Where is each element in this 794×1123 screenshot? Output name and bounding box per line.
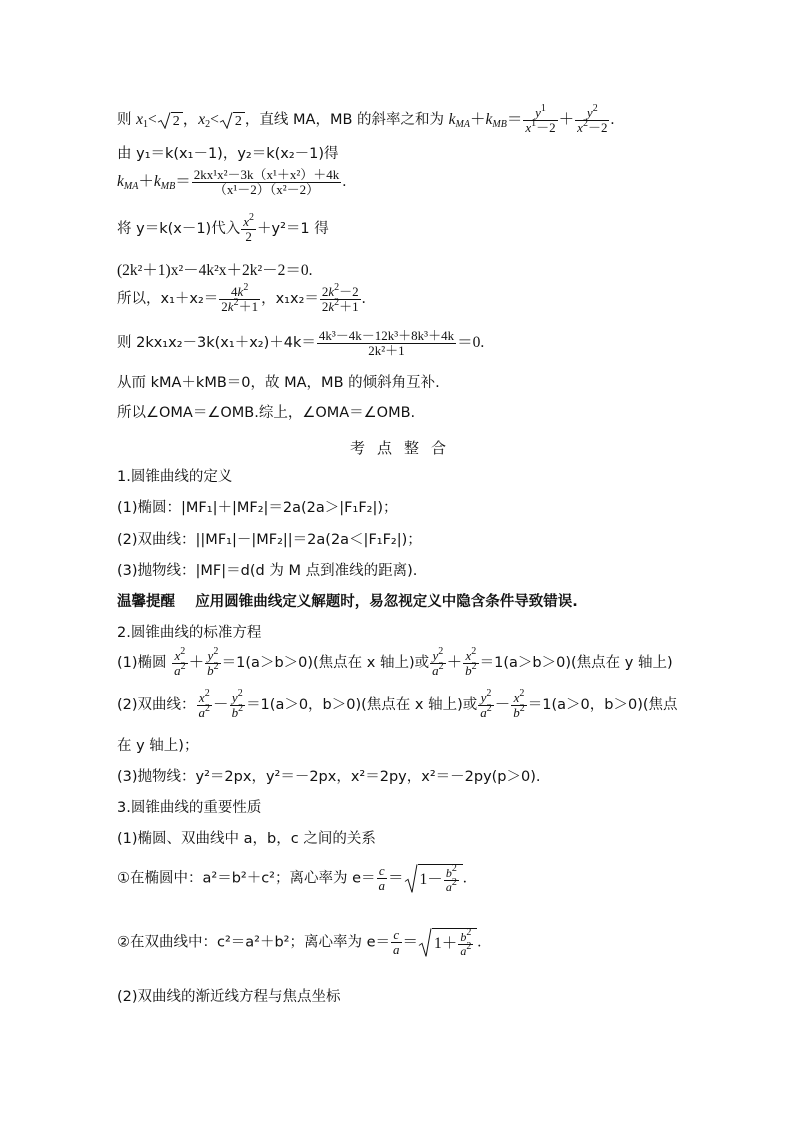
- fraction: $\frac{x^2}{a^2}$: [174, 646, 186, 678]
- line-slope-formula: $k_{MA}+k_{MB}=$ $\frac{\text{2kx¹x²－3k（x¹＋x²）＋4k}}{\text{（x¹－2）（x²－2）}}$ .: [117, 167, 347, 197]
- text-prefix: ②在双曲线中：c²＝a²＋b²；离心率为 e＝: [117, 934, 391, 951]
- text-prefix: (2)双曲线：: [117, 697, 196, 714]
- fraction-numerator: 2kx¹x²－3k（x¹＋x²）＋4k: [193, 167, 340, 182]
- fraction: $\frac{y^2}{b^2}$: [231, 688, 244, 720]
- fraction: $\frac{x^2}{b^2}$: [513, 688, 525, 720]
- text-body: 从而 kMA＋kMB＝0，故 MA，MB 的倾斜角互补.: [117, 375, 440, 391]
- standard-hyperbola-cont: 在 y 轴上)；: [117, 738, 199, 754]
- text-mid: ＝1(a＞b＞0)(焦点在 x 轴上)或: [221, 655, 430, 672]
- line-conclusion-slope: [117, 376, 440, 391]
- hyperbola-eccentricity: ②在双曲线中：c²＝a²＋b²；离心率为 e＝ $\frac{c}{a}$ ＝ 1＋ $\frac{b^2}{a^2}$ .: [117, 927, 482, 958]
- text-mid: ，x₁x₂＝: [261, 291, 319, 308]
- text-suffix: ＝1(a＞b＞0)(焦点在 y 轴上): [479, 655, 673, 672]
- sqrt-expression: 1－ $\frac{b^2}{a^2}$: [404, 864, 463, 893]
- line-substitution: [117, 147, 339, 162]
- fraction-numerator: 4k³－4k－12k³＋8k³＋4k: [318, 328, 455, 343]
- fraction: $\frac{x^2}{b^2}$: [465, 646, 477, 678]
- tip-label: 温馨提醒: [117, 594, 175, 610]
- fraction: $\frac{y^2}{x^2-2}$: [577, 103, 608, 135]
- fraction: $\frac{y^2}{a^2}$: [432, 646, 444, 678]
- sqrt-expression: 1＋ $\frac{b^2}{a^2}$: [418, 928, 477, 957]
- text-suffix: ＝0.: [457, 334, 485, 352]
- line-conclusion-angle: [117, 406, 415, 421]
- sqrt-2: 2: [157, 112, 183, 129]
- fraction: $\frac{x^2}{a^2}$: [198, 688, 211, 720]
- fraction: $\frac{b^2}{a^2}$: [445, 863, 457, 894]
- fraction: $\frac{y^2}{a^2}$: [480, 688, 492, 720]
- section-title: 考点整合: [350, 439, 459, 457]
- text-prefix: 则 2kx₁x₂－3k(x₁＋x₂)＋4k＝: [117, 335, 316, 352]
- definition-ellipse: (1)椭圆：|MF₁|＋|MF₂|＝2a(2a＞|F₁F₂|)；: [117, 500, 398, 516]
- line-slope-sum: 则 $x_1<$ 2 ，$x_2<$ 2 ，直线 MA，MB 的斜率之和为 $k_{MA}+k_{MB}=$ $\frac{y^1}{x^1-2}$ ＋ $\frac{y^2}{x^2-2}$ .: [117, 103, 615, 135]
- definition-hyperbola: (2)双曲线：||MF₁|－|MF₂||＝2a(2a＜|F₁F₂|)；: [117, 532, 422, 548]
- definition-title: 1.圆锥曲线的定义: [117, 469, 233, 485]
- fraction: $\frac{c}{a}$: [393, 927, 400, 958]
- text-prefix: 则: [117, 112, 132, 129]
- standard-parabola: (3)抛物线：y²＝2px，y²＝－2px，x²＝2py，x²＝－2py(p＞0).: [117, 769, 541, 785]
- line-vieta: 所以，x₁＋x₂＝ $\frac{4k^2}{2k^2+1}$ ，x₁x₂＝ $\frac{2k^2-2}{2k^2+1}$ .: [117, 282, 366, 314]
- line-substitute-ellipse: [117, 212, 329, 244]
- text-body: (2k²＋1)x²－4k²x＋2k²－2＝0.: [117, 262, 313, 279]
- line-numerator-zero: [117, 329, 484, 357]
- definition-parabola: (3)抛物线：|MF|＝d(d 为 M 点到准线的距离).: [117, 563, 418, 579]
- text-prefix: ①在椭圆中：a²＝b²＋c²；离心率为 e＝: [117, 870, 376, 887]
- fraction: $\frac{y^1}{x^1-2}$: [525, 103, 556, 135]
- fraction: $\frac{x^2}{2}$: [243, 212, 254, 244]
- text-suffix: ＋y²＝1 得: [257, 221, 329, 238]
- fraction: [317, 329, 456, 357]
- text-prefix: 所以，x₁＋x₂＝: [117, 291, 219, 308]
- properties-subtitle-1: (1)椭圆、双曲线中 a，b，c 之间的关系: [117, 831, 376, 847]
- properties-title: 3.圆锥曲线的重要性质: [117, 800, 262, 816]
- text-suffix: ＝1(a＞0，b＞0)(焦点: [527, 697, 678, 714]
- text-prefix: 将 y＝k(x－1)代入: [117, 221, 241, 238]
- fraction: $\frac{c}{a}$: [378, 863, 386, 894]
- standard-hyperbola: (2)双曲线： $\frac{x^2}{a^2}$ － $\frac{y^2}{b^2}$ ＝1(a＞0，b＞0)(焦点在 x 轴上)或 $\frac{y^2}{a^2}$ － $\frac{x^2}{b^2}$ ＝1(a＞0，b＞0)(焦点: [117, 688, 678, 720]
- text-body: ，直线 MA，MB 的斜率之和为: [244, 112, 445, 129]
- fraction-denominator: 2k²＋1: [368, 342, 405, 358]
- tip-line: [117, 595, 578, 610]
- fraction: $\frac{y^2}{b^2}$: [207, 646, 219, 678]
- fraction: $\frac{2k^2-2}{2k^2+1}$: [321, 282, 359, 314]
- fraction: [192, 168, 342, 196]
- line-quadratic: [117, 263, 313, 279]
- standard-title: 2.圆锥曲线的标准方程: [117, 625, 262, 641]
- text-body: 所以∠OMA＝∠OMB.综上，∠OMA＝∠OMB.: [117, 405, 416, 421]
- text-prefix: (1)椭圆: [117, 655, 167, 672]
- standard-ellipse: (1)椭圆 $\frac{x^2}{a^2}$ ＋ $\frac{y^2}{b^2}$ ＝1(a＞b＞0)(焦点在 x 轴上)或 $\frac{y^2}{a^2}$ ＋ $\frac{x^2}{b^2}$ ＝1(a＞b＞0)(焦点在 y 轴上): [117, 646, 673, 678]
- text-body: 由 y₁＝k(x₁－1)，y₂＝k(x₂－1)得: [117, 146, 339, 162]
- text-mid: ＝1(a＞0，b＞0)(焦点在 x 轴上)或: [246, 697, 478, 714]
- sqrt-2: 2: [219, 112, 245, 129]
- fraction-denominator: （x¹－2）（x²－2）: [213, 181, 320, 197]
- properties-subtitle-2: (2)双曲线的渐近线方程与焦点坐标: [117, 989, 341, 1005]
- ellipse-eccentricity: ①在椭圆中：a²＝b²＋c²；离心率为 e＝ $\frac{c}{a}$ ＝ 1－ $\frac{b^2}{a^2}$ .: [117, 863, 467, 894]
- fraction: $\frac{b^2}{a^2}$: [460, 927, 472, 958]
- tip-text: 应用圆锥曲线定义解题时，易忽视定义中隐含条件导致错误.: [195, 594, 578, 610]
- fraction: $\frac{4k^2}{2k^2+1}$: [221, 282, 259, 314]
